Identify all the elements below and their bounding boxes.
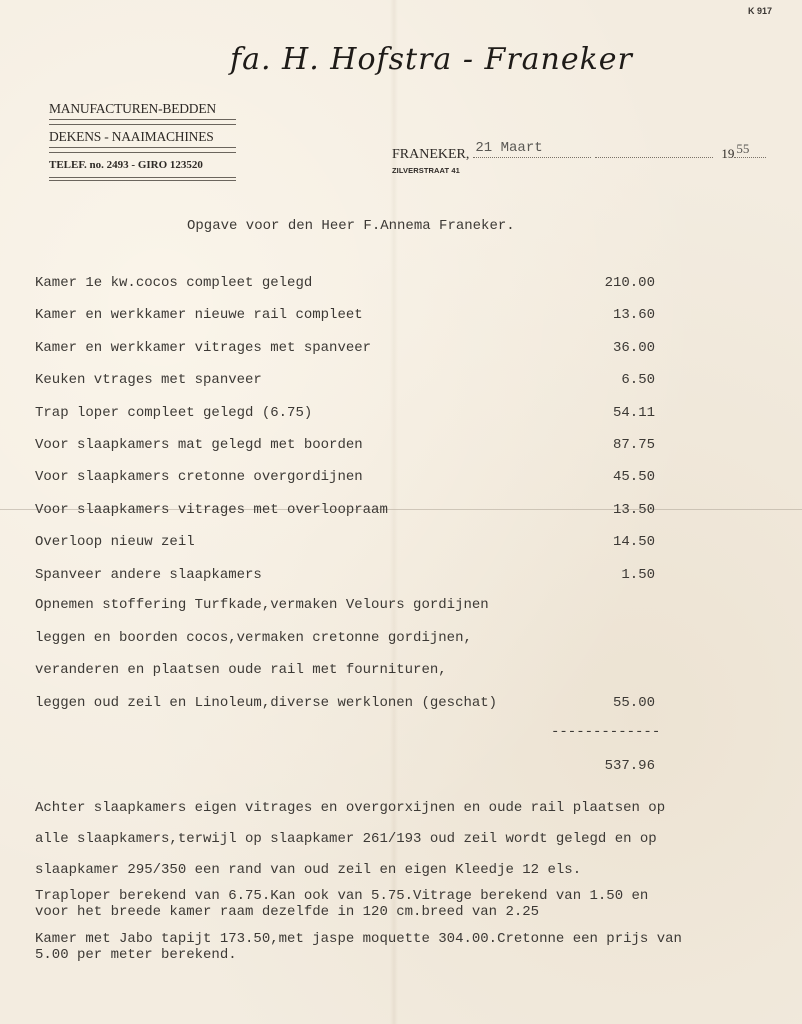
item-description: Spanveer andere slaapkamers [35,566,262,583]
item-description: Overloop nieuw zeil [35,534,195,551]
note-line: Achter slaapkamers eigen vitrages en overgorxijnen en oude rail plaatsen op [35,800,666,816]
item-description: Trap loper compleet gelegd (6.75) [35,404,313,421]
invoice-item-row [35,372,655,404]
notes-kamer [35,931,682,962]
item-description: Voor slaapkamers cretonne overgordijnen [35,469,363,486]
invoice-item-row [35,437,655,469]
company-address: ZILVERSTRAAT 41 [392,166,460,175]
invoice-item-row [35,340,655,372]
item-amount: 45.50 [612,469,655,486]
item-amount: 13.60 [612,307,655,324]
date-city: FRANEKER, [392,147,470,162]
company-name: fa. H. Hofstra - Franeker [230,42,633,77]
misc-item-line: leggen oud zeil en Linoleum,diverse werklonen (geschat) [35,694,498,711]
date-year-field [734,141,766,158]
letterhead-telephone: TELEF. no. 2493 - GIRO 123520 [49,159,203,171]
item-amount: 54.11 [612,404,655,421]
invoice-item-row [35,567,655,599]
invoice-item-row [35,405,655,437]
note-line: alle slaapkamers,terwijl op slaapkamer 261/193 oud zeil wordt gelegd en op [35,831,657,847]
notes-traploper [35,888,648,919]
date-line [392,140,750,163]
item-amount: 14.50 [612,534,655,551]
note-line: Traploper berekend van 6.75.Kan ook van 5.75.Vitrage berekend van 1.50 en [35,888,649,904]
invoice-item-row [35,307,655,339]
item-amount: 6.50 [621,372,655,389]
misc-item-line: leggen en boorden cocos,vermaken cretonne gordijnen, [35,629,472,646]
invoice-items [35,275,655,599]
letterhead-rule [49,119,236,125]
total-separator: ------------- [551,724,661,740]
date-year-prefix: 19 [721,146,735,161]
note-line: Kamer met Jabo tapijt 173.50,met jaspe moquette 304.00.Cretonne een prijs van [35,931,682,947]
misc-item-line: veranderen en plaatsen oude rail met fournituren, [35,662,447,678]
invoice-item-row [35,469,655,501]
invoice-item-row [35,534,655,566]
item-description: Voor slaapkamers vitrages met overloopraam [35,501,388,518]
invoice-item-row [35,275,655,307]
letterhead-rule-multi [49,177,236,183]
date-year-suffix: 55 [736,141,750,156]
misc-item-line: Opnemen stoffering Turfkade,vermaken Velours gordijnen [35,597,489,613]
item-description: Kamer en werkkamer vitrages met spanveer [35,339,372,356]
item-description: Kamer 1e kw.cocos compleet gelegd [35,275,313,291]
date-day-month-field [473,140,591,158]
note-line: voor het breede kamer raam dezelfde in 120 cm.breed van 2.25 [35,903,540,920]
item-description: Voor slaapkamers mat gelegd met boorden [35,436,363,453]
item-amount: 87.75 [612,436,655,453]
letterhead-line-products: MANUFACTUREN-BEDDEN [49,101,216,116]
item-amount: 13.50 [612,501,655,518]
company-logo-title [230,42,633,77]
letterhead-rule [49,147,236,153]
letterhead-block [49,100,236,186]
invoice-total: 537.96 [604,758,655,774]
item-amount: 1.50 [621,566,655,583]
letterhead-line-products-2: DEKENS - NAAIMACHINES [49,129,214,144]
document-reference: K 917 [747,6,772,16]
item-description: Keuken vtrages met spanveer [35,372,262,389]
date-dotted-fill [595,157,713,158]
invoice-intro: Opgave voor den Heer F.Annema Franeker. [187,218,515,234]
note-line: slaapkamer 295/350 een rand van oud zeil en eigen Kleedje 12 els. [35,862,582,878]
misc-item-description [35,597,497,727]
invoice-item-row [35,502,655,534]
item-description: Kamer en werkkamer nieuwe rail compleet [35,307,363,324]
item-amount: 36.00 [612,339,655,356]
date-day-month: 21 Maart [475,140,543,156]
item-amount: 210.00 [604,275,655,291]
notes-block [35,800,665,893]
misc-item-amount: 55.00 [612,695,655,711]
note-line: 5.00 per meter berekend. [35,946,237,963]
